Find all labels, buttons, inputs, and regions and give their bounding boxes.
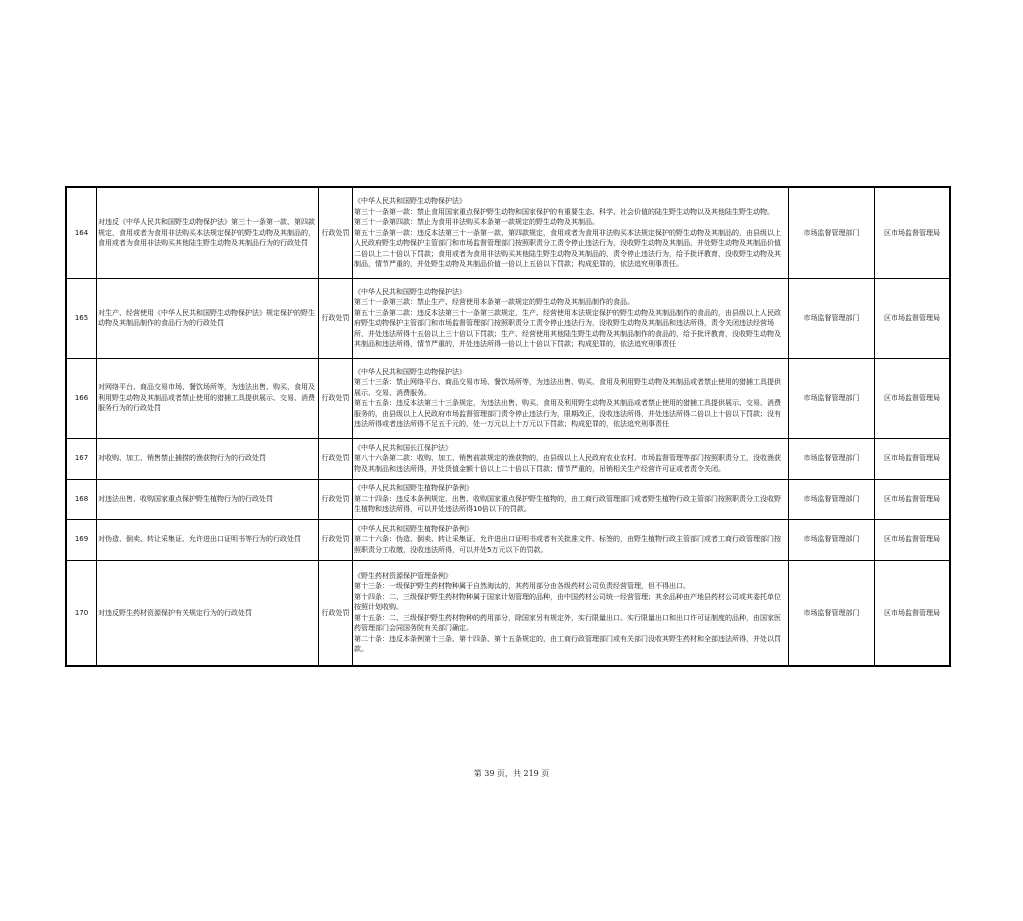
legal-basis-paragraph: 第二十四条：违反本条例规定，出售、收购国家重点保护野生植物的，由工商行政管理部门或者野生植物行政主管部门按照职责分工没收野生植物和违法所得，可以并处违法所得10倍以下的罚款。	[354, 494, 781, 514]
item-type: 行政处罚	[319, 438, 353, 479]
implementing-department: 市场监督管理部门	[789, 358, 875, 438]
responsible-unit: 区市场监督管理局	[875, 438, 951, 479]
responsible-unit: 区市场监督管理局	[875, 358, 951, 438]
legal-basis-paragraph: 第三十三条：禁止网络平台、商品交易市场、餐饮场所等，为违法出售、购买、食用及利用野生动物及其制品或者禁止使用的猎捕工具提供展示、交易、消费服务。	[354, 378, 781, 397]
item-type: 行政处罚	[319, 358, 353, 438]
item-name: 对违反野生药材资源保护有关规定行为的行政处罚	[97, 560, 319, 666]
legal-basis	[353, 358, 789, 438]
legal-basis	[353, 187, 789, 278]
legal-basis	[353, 438, 789, 479]
legal-basis-paragraph: 第五十三条第一款：违反本法第三十一条第一款、第四款规定，食用或者为食用非法购买本法规定保护的野生动物及其制品的，由县级以上人民政府野生动物保护主管部门和市场监督管理部门按照职责分工责令停止违法行为，没收野生动物及其制品，并处野生动物及其制品价值二倍以上二十倍以下罚款；食用或者为食用非法购买其他陆生野生动物及其制品的，责令停止违法行为，给予批评教育，没收野生动物及其制品，情节严重的，并处野生动物及其制品价值一倍以上五倍以下罚款；构成犯罪的，依法追究刑事责任。	[354, 228, 781, 268]
legal-basis-paragraph: 《中华人民共和国野生动物保护法》	[354, 197, 466, 205]
legal-basis-paragraph: 《中华人民共和国野生植物保护条例》	[354, 524, 473, 533]
table-row	[66, 187, 950, 278]
legal-basis-paragraph: 第五十三条第二款：违反本法第三十一条第三款规定，生产、经营使用本法规定保护的野生动物及其制品制作的食品的，由县级以上人民政府野生动物保护主管部门和市场监督管理部门按照职责分工责令停止违法行为，没收野生动物及其制品和违法所得，责令关闭违法经营场所，并处违法所得十五倍以上三十倍以下罚款；生产、经营使用其他陆生野生动物及其制品制作的食品的，给予批评教育，没收野生动物及其制品和违法所得，情节严重的，并处违法所得一倍以上十倍以下罚款；构成犯罪的，依法追究刑事责任	[354, 308, 781, 348]
item-number: 168	[66, 479, 97, 519]
legal-basis-paragraph: 第三十一条第四款：禁止为食用非法购买本条第一款规定的野生动物及其制品。	[354, 218, 599, 226]
legal-basis-paragraph: 《中华人民共和国野生动物保护法》	[354, 367, 466, 376]
table-row	[66, 519, 950, 560]
implementing-department: 市场监督管理部门	[789, 438, 875, 479]
legal-basis-paragraph: 第十四条：二、三级保护野生药材物种属于国家计划管理的品种，由中国药材公司统一经营管理；其余品种由产地县药材公司或其委托单位按照计划收购。	[354, 592, 781, 612]
item-number: 170	[66, 560, 97, 666]
responsible-unit: 区市场监督管理局	[875, 560, 951, 666]
page-number: 第 39 页，共 219 页	[473, 769, 550, 778]
item-number: 166	[66, 358, 97, 438]
item-type: 行政处罚	[319, 479, 353, 519]
legal-basis	[353, 479, 789, 519]
legal-basis-paragraph: 《野生药材资源保护管理条例》	[354, 571, 452, 580]
legal-basis	[353, 519, 789, 560]
legal-basis-paragraph: 第三十一条第三款：禁止生产、经营使用本条第一款规定的野生动物及其制品制作的食品。	[354, 298, 634, 306]
implementing-department: 市场监督管理部门	[789, 278, 875, 358]
implementing-department: 市场监督管理部门	[789, 519, 875, 560]
implementing-department: 市场监督管理部门	[789, 560, 875, 666]
table-row	[66, 560, 950, 666]
legal-basis-paragraph: 《中华人民共和国长江保护法》	[354, 443, 452, 452]
table-row	[66, 278, 950, 358]
responsible-unit: 区市场监督管理局	[875, 479, 951, 519]
legal-basis-paragraph: 第三十一条第一款：禁止食用国家重点保护野生动物和国家保护的有重要生态、科学、社会价值的陆生野生动物以及其他陆生野生动物。	[354, 207, 774, 216]
implementing-department: 市场监督管理部门	[789, 187, 875, 278]
legal-basis	[353, 278, 789, 358]
legal-basis-paragraph: 第八十六条第二款：收购、加工、销售前款规定的渔获物的，由县级以上人民政府农业农村、市场监督管理等部门按照职责分工，没收渔获物及其制品和违法所得，并处货值金额十倍以上二十倍以下罚款；情节严重的，吊销相关生产经营许可证或者责令关闭。	[354, 454, 781, 473]
table-row	[66, 479, 950, 519]
item-name: 对生产、经营使用《中华人民共和国野生动物保护法》规定保护的野生动物及其制品制作的食品行为的行政处罚	[97, 278, 319, 358]
item-type: 行政处罚	[319, 187, 353, 278]
legal-basis-paragraph: 第二十条：违反本条例第十三条、第十四条、第十五条规定的，由工商行政管理部门或有关部门没收其野生药材和全部违法所得，并处以罚款。	[354, 634, 781, 654]
item-type: 行政处罚	[319, 560, 353, 666]
legal-basis-paragraph: 《中华人民共和国野生植物保护条例》	[354, 484, 473, 493]
item-name: 对收购、加工、销售禁止捕捞的渔获物行为的行政处罚	[97, 438, 319, 479]
legal-basis-paragraph: 《中华人民共和国野生动物保护法》	[354, 287, 466, 296]
table-row	[66, 438, 950, 479]
item-type: 行政处罚	[319, 278, 353, 358]
item-number: 167	[66, 438, 97, 479]
item-name: 对违反《中华人民共和国野生动物保护法》第三十一条第一款、第四款规定，食用或者为食用非法购买本法规定保护的野生动物及其制品的，食用或者为食用非法购买其他陆生野生动物及其制品行为的行政处罚	[97, 187, 319, 278]
item-name: 对网络平台、商品交易市场、餐饮场所等，为违法出售、购买、食用及利用野生动物及其制品或者禁止使用的猎捕工具提供展示、交易、消费服务行为的行政处罚	[97, 358, 319, 438]
legal-basis-paragraph: 第二十六条：伪造、倒卖、转让采集证、允许进出口证明书或者有关批准文件、标签的，由野生植物行政主管部门或者工商行政管理部门按照职责分工收缴，没收违法所得，可以并处5万元以下的罚款。	[354, 535, 781, 554]
legal-basis-paragraph: 第十三条：一级保护野生药材物种属于自然淘汰的，其药用部分由各级药材公司负责经营管理，但不得出口。	[354, 582, 690, 591]
legal-basis-paragraph: 第五十五条：违反本法第三十三条规定，为违法出售、购买、食用及利用野生动物及其制品或者禁止使用的猎捕工具提供展示、交易、消费服务的，由县级以上人民政府市场监督管理部门责令停止违法行为，限期改正，没收违法所得，并处违法所得二倍以上十倍以下罚款；没有违法所得或者违法所得不足五千元的，处一万元以上十万元以下罚款；构成犯罪的，依法追究刑事责任	[354, 399, 781, 428]
item-number: 165	[66, 278, 97, 358]
responsible-unit: 区市场监督管理局	[875, 187, 951, 278]
penalty-table	[65, 186, 951, 667]
item-type: 行政处罚	[319, 519, 353, 560]
table-row	[66, 358, 950, 438]
implementing-department: 市场监督管理部门	[789, 479, 875, 519]
item-number: 164	[66, 187, 97, 278]
legal-basis-paragraph: 第十五条：二、三级保护野生药材物种的药用部分，除国家另有规定外，实行限量出口。实行限量出口和出口许可证制度的品种，由国家医药管理部门会同国务院有关部门确定。	[354, 613, 781, 633]
item-name: 对伪造、倒卖、转让采集证、允许进出口证明书等行为的行政处罚	[97, 519, 319, 560]
item-name: 对违法出售、收购国家重点保护野生植物行为的行政处罚	[97, 479, 319, 519]
responsible-unit: 区市场监督管理局	[875, 278, 951, 358]
legal-basis	[353, 560, 789, 666]
item-number: 169	[66, 519, 97, 560]
responsible-unit: 区市场监督管理局	[875, 519, 951, 560]
